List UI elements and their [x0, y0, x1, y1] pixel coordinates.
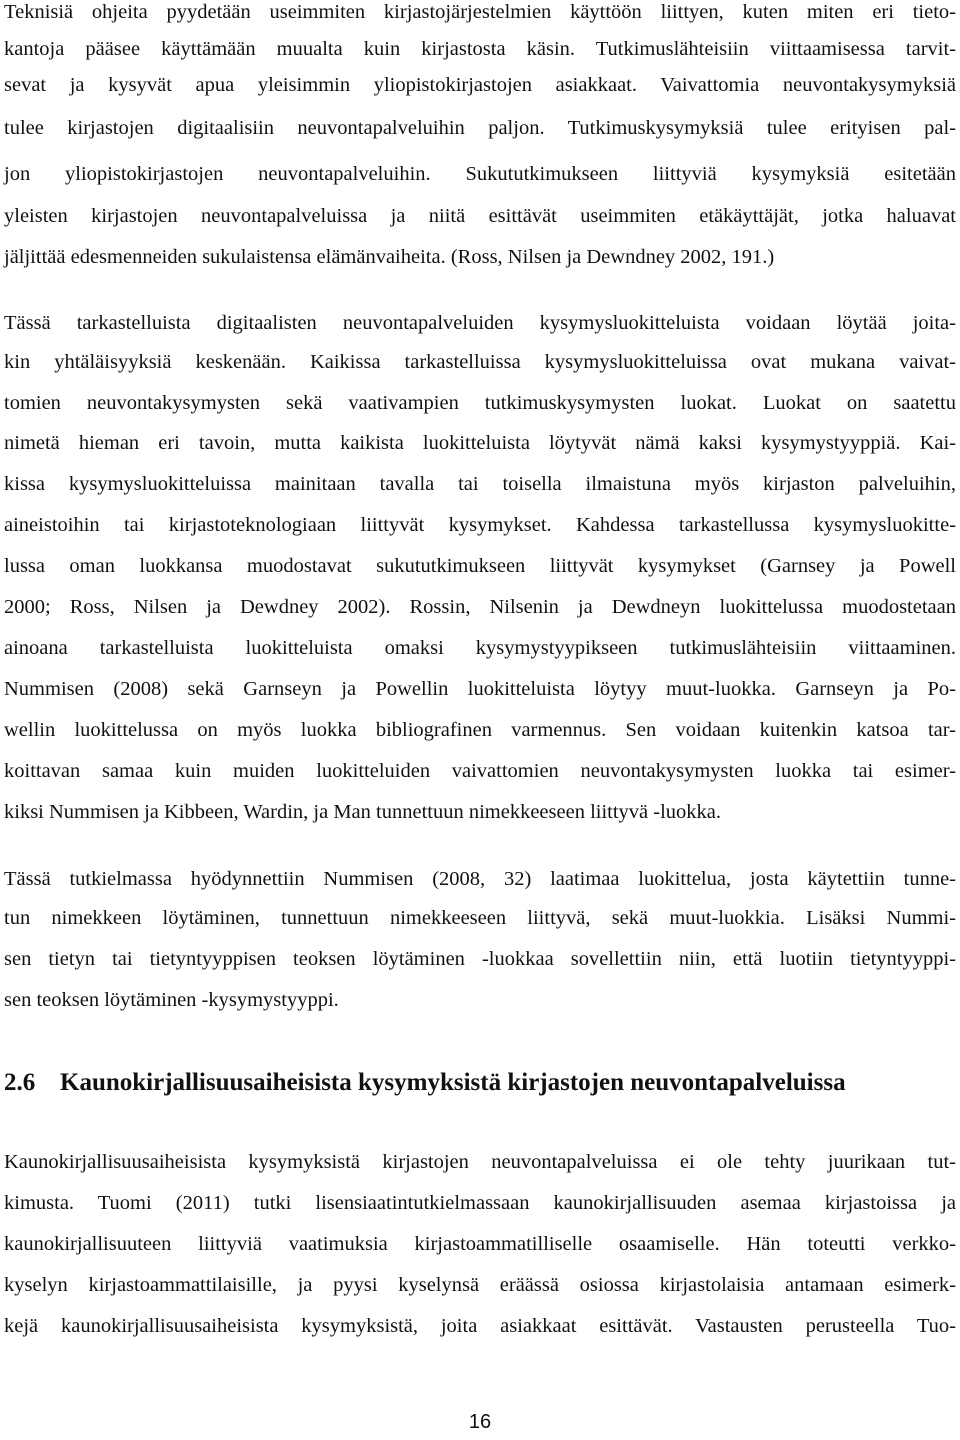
section-number: 2.6: [4, 1069, 36, 1096]
text-line: Tässä tutkielmassa hyödynnettiin Nummisen (2008, 32) laatimaa luokittelua, josta käytettiin tunne-: [4, 868, 956, 890]
text-line: wellin luokittelussa on myös luokka bibliografinen varmennus. Sen voidaan kuitenkin katsoa tar-: [4, 719, 956, 741]
text-line: Kaunokirjallisuusaiheisista kysymyksistä kirjastojen neuvontapalveluissa ei ole tehty juurikaan tut-: [4, 1151, 956, 1173]
text-line: jon yliopistokirjastojen neuvontapalveluihin. Sukututkimukseen liittyviä kysymyksiä esitetään: [4, 163, 956, 185]
section-heading: [4, 1067, 956, 1099]
text-line: kaunokirjallisuuteen liittyviä vaatimuksia kirjastoammatilliselle osaamiselle. Hän toteutti verkko-: [4, 1233, 956, 1255]
text-line: sen tietyn tai tietyntyyppisen teoksen löytäminen -luokkaa sovellettiin niin, että luotiin tietyntyyppi-: [4, 948, 956, 970]
text-line: tun nimekkeen löytäminen, tunnettuun nimekkeeseen liittyvä, sekä muut-luokkia. Lisäksi Nummi-: [4, 907, 956, 929]
text-line: 2000; Ross, Nilsen ja Dewdney 2002). Rossin, Nilsenin ja Dewdneyn luokittelussa muodostetaan: [4, 596, 956, 618]
text-line: tomien neuvontakysymysten sekä vaativampien tutkimuskysymysten luokat. Luokat on saatettu: [4, 392, 956, 414]
page-number: 16: [468, 1411, 492, 1433]
text-line: sevat ja kysyvät apua yleisimmin yliopistokirjastojen asiakkaat. Vaivattomia neuvontakysymyksiä: [4, 74, 956, 96]
text-line: sen teoksen löytäminen -kysymystyyppi.: [4, 989, 339, 1011]
text-line: kyselyn kirjastoammattilaisille, ja pyysi kyselynsä eräässä osiossa kirjastolaisia antamaan esimerk-: [4, 1274, 956, 1296]
section-title: Kaunokirjallisuusaiheisista kysymyksistä kirjastojen neuvontapalveluissa: [60, 1069, 846, 1096]
text-line: Nummisen (2008) sekä Garnseyn ja Powellin luokitteluista löytyy muut-luokka. Garnseyn ja Po-: [4, 678, 956, 700]
text-line: ainoana tarkastelluista luokitteluista omaksi kysymystyypikseen tutkimuslähteisiin viittaaminen.: [4, 637, 956, 659]
text-line: kantoja pääsee käyttämään muualta kuin kirjastosta käsin. Tutkimuslähteisiin viittaamisessa tarvit-: [4, 38, 956, 60]
text-line: Tässä tarkastelluista digitaalisten neuvontapalveluiden kysymysluokitteluista voidaan löytää joita-: [4, 312, 956, 334]
text-line: koittavan samaa kuin muiden luokitteluiden vaivattomien neuvontakysymysten luokka tai esimer-: [4, 760, 956, 782]
text-line: jäljittää edesmenneiden sukulaistensa elämänvaiheita. (Ross, Nilsen ja Dewndney 2002, 191.): [4, 246, 775, 268]
text-line: kejä kaunokirjallisuusaiheisista kysymyksistä, joita asiakkaat esittävät. Vastausten perusteella Tuo-: [4, 1315, 956, 1337]
text-line: lussa oman luokkansa muodostavat sukututkimukseen liittyvät kysymykset (Garnsey ja Powell: [4, 555, 956, 577]
text-line: kimusta. Tuomi (2011) tutki lisensiaatintutkielmassaan kaunokirjallisuuden asemaa kirjastoissa ja: [4, 1192, 956, 1214]
text-line: aineistoihin tai kirjastoteknologiaan liittyvät kysymykset. Kahdessa tarkastellussa kysymysluokitte-: [4, 514, 956, 536]
text-line: Teknisiä ohjeita pyydetään useimmiten kirjastojärjestelmien käyttöön liittyen, kuten miten eri tieto-: [4, 1, 956, 23]
text-line: nimetä hieman eri tavoin, mutta kaikista luokitteluista löytyvät nämä kaksi kysymystyyppiä. Kai-: [4, 432, 956, 454]
text-line: tulee kirjastojen digitaalisiin neuvontapalveluihin paljon. Tutkimuskysymyksiä tulee erityisen pal-: [4, 117, 956, 139]
text-line: kiksi Nummisen ja Kibbeen, Wardin, ja Man tunnettuun nimekkeeseen liittyvä -luokka.: [4, 801, 722, 823]
text-line: kissa kysymysluokitteluissa mainitaan tavalla tai toisella ilmaistuna myös kirjaston palveluihin,: [4, 473, 956, 495]
text-line: kin yhtäläisyyksiä keskenään. Kaikissa tarkastelluissa kysymysluokitteluissa ovat mukana vaivat-: [4, 351, 956, 373]
text-line: yleisten kirjastojen neuvontapalveluissa ja niitä esittävät useimmiten etäkäyttäjät, jotka haluavat: [4, 205, 956, 227]
